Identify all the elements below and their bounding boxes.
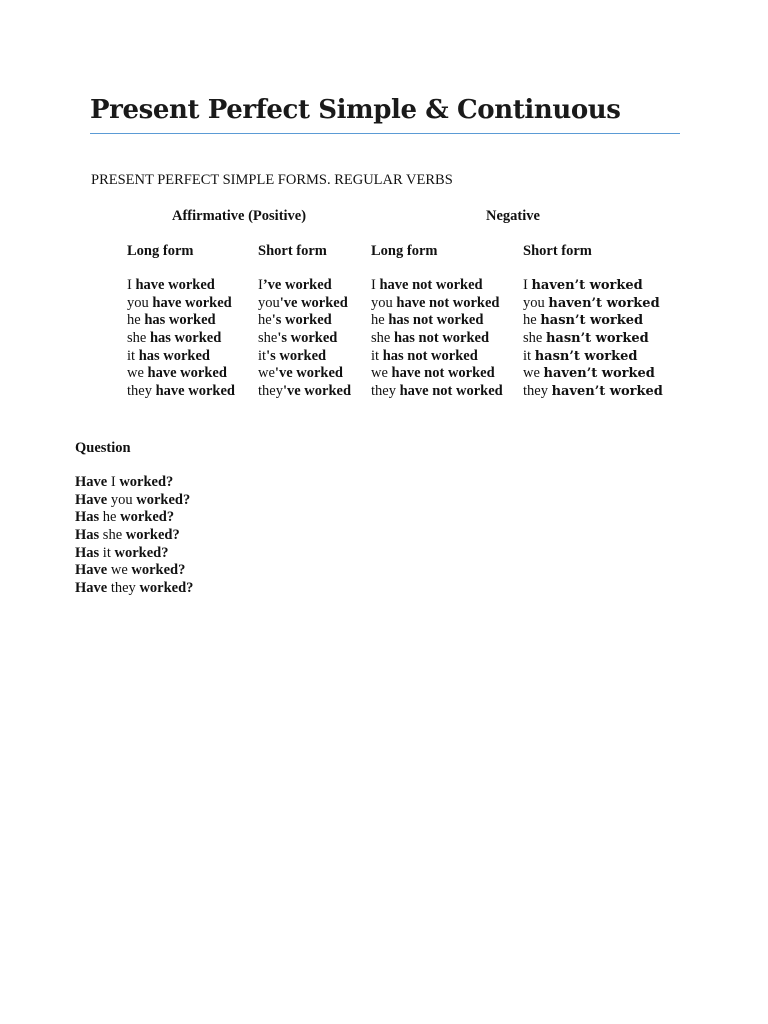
question-row <box>75 527 193 545</box>
subject: he <box>127 312 145 329</box>
verb-form: has worked <box>138 347 210 364</box>
affirmative-long-form-column <box>127 241 235 401</box>
subject: it <box>127 347 139 364</box>
question-heading: Question <box>75 440 131 456</box>
verb-form: 've worked <box>279 294 348 311</box>
table-row <box>523 365 663 383</box>
subject: they <box>258 383 283 400</box>
subject: I <box>107 474 120 490</box>
verb-form: haven’t worked <box>551 384 663 400</box>
subject: she <box>99 527 126 544</box>
verb-form: have worked <box>147 365 227 382</box>
table-row <box>523 312 663 330</box>
subject: you <box>127 294 153 311</box>
question-row <box>75 562 193 580</box>
verb-form: haven’t worked <box>531 278 643 293</box>
verb-form: 've worked <box>274 365 343 382</box>
verb-form: ’ve worked <box>262 277 332 293</box>
subject: we <box>107 562 132 579</box>
subject: you <box>258 294 280 311</box>
verb-form: worked? <box>136 491 191 508</box>
verb-form: have worked <box>135 277 215 293</box>
auxiliary: Have <box>75 580 108 597</box>
verb-form: 've worked <box>282 383 352 400</box>
table-row <box>258 295 351 313</box>
verb-form: 's worked <box>266 347 327 364</box>
question-row <box>75 545 193 563</box>
table-row <box>127 295 235 313</box>
verb-form: have not worked <box>396 294 500 311</box>
subject: you <box>523 294 549 311</box>
verb-form: haven’t worked <box>548 295 660 311</box>
section-heading: PRESENT PERFECT SIMPLE FORMS. REGULAR VERBS <box>91 172 453 188</box>
affirmative-short-form-column <box>258 241 351 401</box>
table-row <box>371 312 503 330</box>
table-row <box>127 330 235 348</box>
table-row <box>127 277 235 295</box>
subject: she <box>371 330 394 347</box>
subject: they <box>371 383 400 400</box>
subject: he <box>99 509 121 526</box>
verb-form: 's worked <box>277 330 338 347</box>
subject: I <box>127 277 136 293</box>
auxiliary: Have <box>75 491 108 508</box>
verb-form: 's worked <box>271 312 332 329</box>
column-header: Long form <box>371 243 438 259</box>
table-row <box>258 312 351 330</box>
negative-heading: Negative <box>486 208 540 224</box>
subject: it <box>523 347 535 364</box>
subject: you <box>107 491 137 508</box>
verb-form: have not worked <box>391 365 495 382</box>
column-header: Short form <box>258 243 327 259</box>
table-row <box>258 330 351 348</box>
question-row <box>75 580 193 598</box>
verb-form: has not worked <box>382 347 478 364</box>
verb-form: worked? <box>114 544 169 561</box>
table-row <box>371 348 503 366</box>
table-row <box>523 295 663 313</box>
subject: it <box>371 347 383 364</box>
verb-form: has not worked <box>388 312 484 329</box>
subject: we <box>127 365 148 382</box>
subject: he <box>523 312 541 329</box>
auxiliary: Has <box>75 544 100 561</box>
document-title: Present Perfect Simple & Continuous <box>90 95 621 125</box>
question-list <box>75 474 193 598</box>
table-row <box>523 330 663 348</box>
table-row <box>523 348 663 366</box>
question-row <box>75 474 193 492</box>
column-header: Short form <box>523 243 592 259</box>
table-row <box>371 365 503 383</box>
verb-form: has not worked <box>393 330 490 347</box>
verb-form: hasn’t worked <box>534 348 638 364</box>
table-row <box>371 383 503 401</box>
auxiliary: Has <box>75 509 100 526</box>
verb-form: worked? <box>120 509 175 526</box>
table-row <box>127 348 235 366</box>
table-row <box>258 383 351 401</box>
subject: she <box>127 330 150 347</box>
verb-form: worked? <box>139 580 194 597</box>
title-underline <box>90 133 680 134</box>
verb-form: have worked <box>152 294 232 311</box>
verb-form: worked? <box>125 527 180 544</box>
negative-long-form-column <box>371 241 503 401</box>
verb-form: hasn’t worked <box>545 331 649 347</box>
question-row <box>75 492 193 510</box>
table-row <box>371 330 503 348</box>
auxiliary: Have <box>75 474 108 490</box>
table-row <box>258 348 351 366</box>
subject: they <box>523 383 552 400</box>
column-header: Long form <box>127 243 194 259</box>
auxiliary: Has <box>75 527 100 544</box>
affirmative-heading: Affirmative (Positive) <box>172 208 307 224</box>
verb-form: haven’t worked <box>543 366 655 382</box>
subject: you <box>371 294 397 311</box>
subject: I <box>258 277 263 293</box>
subject: we <box>523 365 544 382</box>
table-row <box>523 277 663 295</box>
subject: they <box>107 580 140 597</box>
table-row <box>371 277 503 295</box>
negative-short-form-column <box>523 241 663 401</box>
verb-form: has worked <box>149 330 222 347</box>
verb-form: worked? <box>119 474 174 490</box>
table-row <box>127 312 235 330</box>
verb-form: have worked <box>155 383 235 400</box>
subject: he <box>371 312 389 329</box>
subject: she <box>258 330 278 347</box>
auxiliary: Have <box>75 562 108 579</box>
verb-form: worked? <box>131 562 186 579</box>
table-row <box>127 383 235 401</box>
subject: I <box>523 277 532 293</box>
table-row <box>258 277 351 295</box>
question-row <box>75 509 193 527</box>
subject: she <box>523 330 546 347</box>
verb-form: has worked <box>144 312 216 329</box>
subject: it <box>258 347 267 364</box>
verb-form: hasn’t worked <box>540 313 644 329</box>
table-row <box>523 383 663 401</box>
subject: we <box>371 365 392 382</box>
table-row <box>371 295 503 313</box>
subject: it <box>99 544 115 561</box>
verb-form: have not worked <box>379 277 483 293</box>
table-row <box>127 365 235 383</box>
subject: he <box>258 312 272 329</box>
verb-form: have not worked <box>399 383 503 400</box>
subject: we <box>258 365 275 382</box>
table-row <box>258 365 351 383</box>
subject: they <box>127 383 156 400</box>
subject: I <box>371 277 380 293</box>
